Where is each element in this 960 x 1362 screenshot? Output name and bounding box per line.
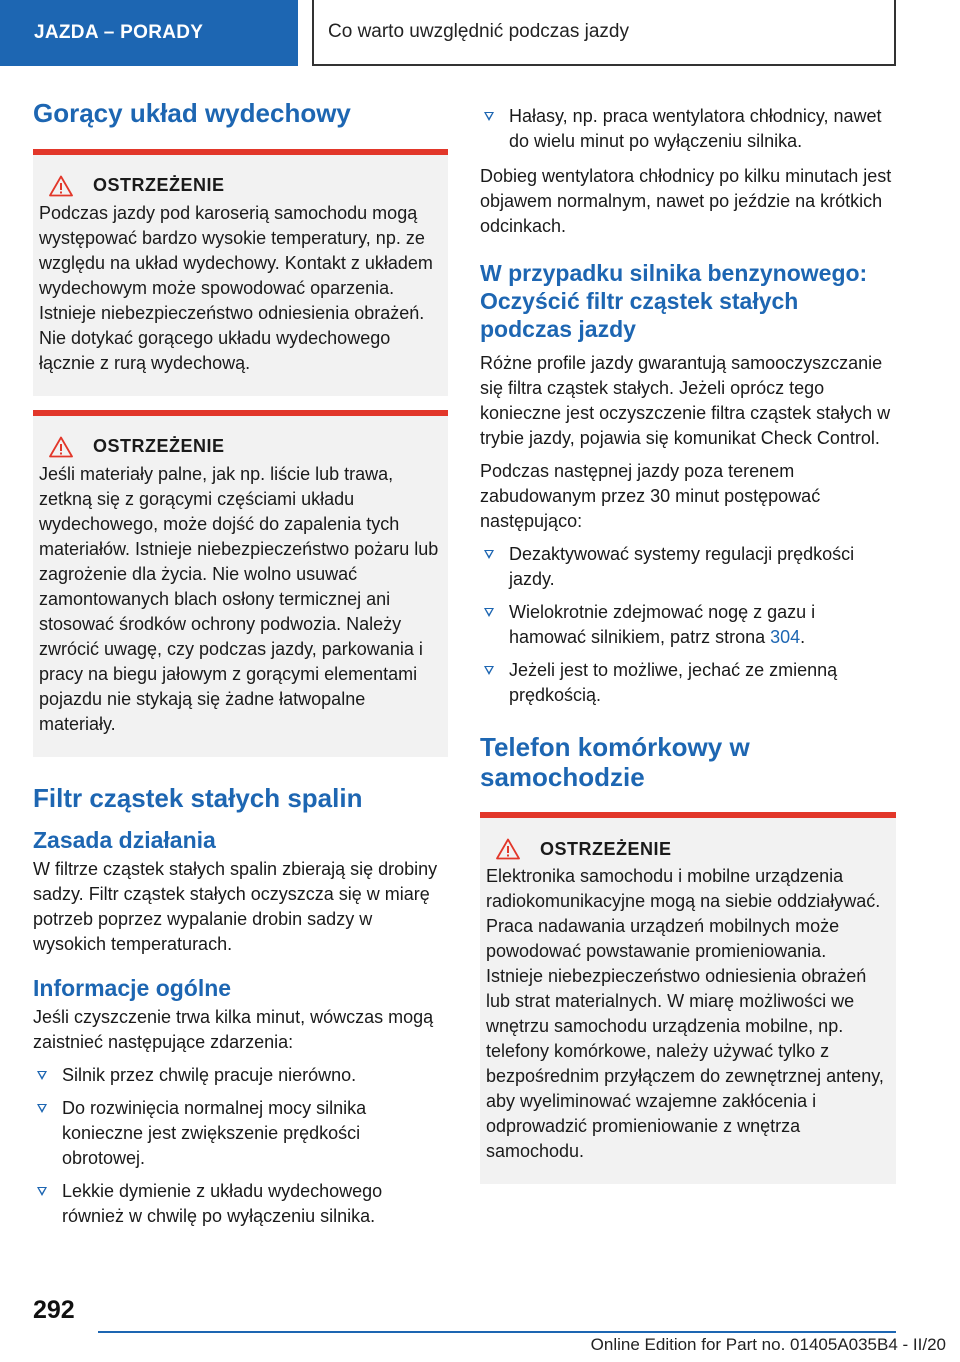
section-tab: JAZDA – PORADY — [0, 0, 298, 66]
warning-text: Jeśli materiały palne, jak np. liście lub trawa, zetkną się z gorącymi częściami układu wydechowego, może dojść do zapalenia tych materiałów. Istnieje niebezpieczeństwo pożaru lub zagrożenie dla życia. Nie wolno usuwać zamontowanych blach osłony termicznej ani stosować środków ochrony podwozia. Należy zwrócić uwagę, czy podczas jazdy, parkowania i pracy na biegu jałowym z gorącymi elementami pojazdu nie stykają się żadne łatwopalne materiały. — [39, 463, 439, 734]
petrol-heading: W przypadku silnika benzynowego: Oczyścić filtr cząstek stałych podczas jazdy — [480, 260, 868, 342]
right-column — [480, 104, 896, 1184]
list-item — [480, 542, 896, 592]
list-item-text-end: . — [800, 627, 806, 647]
page-header — [0, 0, 960, 66]
continued-list — [480, 104, 896, 154]
phone-heading: Telefon komórkowy w samochodzie — [480, 732, 750, 792]
list-item — [33, 1096, 448, 1171]
list-item — [480, 658, 896, 708]
list-item — [480, 104, 896, 154]
warning-box-phone — [480, 812, 896, 1184]
triangle-bullet-icon — [484, 550, 494, 559]
list-item-text: Dezaktywować systemy regulacji prędkości jazdy. — [509, 544, 855, 589]
triangle-bullet-icon — [484, 666, 494, 675]
list-item — [33, 1063, 448, 1088]
warning-label: OSTRZEŻENIE — [93, 175, 225, 196]
petrol-steps-list — [480, 542, 896, 708]
fan-text: Dobieg wentylatora chłodnicy po kilku minutach jest objawem normalnym, nawet po jeździe na krótkich odcinkach. — [480, 166, 892, 236]
warning-triangle-icon — [49, 175, 73, 197]
list-item-text: Lekkie dymienie z układu wydechowego również w chwilę po wyłączeniu silnika. — [62, 1180, 383, 1226]
edition-text: Online Edition for Part no. 01405A035B4 - II/20 — [590, 1335, 946, 1354]
triangle-bullet-icon — [37, 1071, 47, 1080]
principle-text: W filtrze cząstek stałych spalin zbierają się drobiny sadzy. Filtr cząstek stałych oczyszcza się w miarę potrzeb poprzez wypalanie drobin sadzy w wysokich temperaturach. — [33, 858, 438, 954]
list-item-text: Do rozwinięcia normalnej mocy silnika konieczne jest zwiększenie prędkości obrotowej. — [62, 1097, 367, 1168]
principle-subheading: Zasada działania — [33, 827, 216, 854]
page-reference-link[interactable]: 304 — [770, 627, 801, 647]
triangle-bullet-icon — [37, 1187, 47, 1196]
list-item-text: Jeżeli jest to możliwe, jechać ze zmienną prędkością. — [509, 660, 838, 705]
warning-box-flammable — [33, 410, 448, 757]
list-item — [33, 1179, 448, 1229]
warning-text: Elektronika samochodu i mobilne urządzenia radiokomunikacyjne mogą na siebie oddziaływać. Praca nadawania urządzeń mobilnych może powodować powstawanie promieniowania. Istnieje niebezpieczeństwo odniesienia obrażeń lub strat materialnych. W miarę możliwości we wnętrzu samochodu urządzenia mobilne, np. telefony komórkowe, należy używać tylko z bezpośrednim przyłączem do zewnętrznej anteny, aby wyeliminować wzajemne zakłócenia i odprowadzić promieniowanie z wnętrza samochodu. — [486, 866, 884, 1161]
warning-header — [49, 436, 440, 458]
warning-label: OSTRZEŻENIE — [93, 436, 225, 457]
general-info-text: Jeśli czyszczenie trwa kilka minut, wówczas mogą zaistnieć następujące zdarzenia: — [33, 1006, 434, 1052]
warning-triangle-icon — [49, 436, 73, 458]
warning-header — [49, 175, 440, 197]
triangle-bullet-icon — [484, 608, 494, 617]
left-column — [33, 98, 448, 1229]
triangle-bullet-icon — [484, 112, 494, 121]
warning-triangle-icon — [496, 838, 520, 860]
general-info-subheading: Informacje ogólne — [33, 974, 232, 1001]
events-list — [33, 1063, 448, 1229]
petrol-text-2: Podczas następnej jazdy poza terenem zabudowanym przez 30 minut postępować następująco: — [480, 461, 821, 531]
list-item-text: Hałasy, np. praca wentylatora chłodnicy, nawet do wielu minut po wyłączeniu silnika. — [509, 106, 882, 151]
particle-filter-heading: Filtr cząstek stałych spalin — [33, 782, 363, 813]
list-item-text: Wielokrotnie zdejmować nogę z gazu i hamować silnikiem, patrz strona — [509, 602, 816, 647]
hot-exhaust-heading: Gorący układ wydechowy — [33, 98, 351, 128]
warning-label: OSTRZEŻENIE — [540, 838, 672, 859]
footer-divider — [98, 1331, 896, 1333]
petrol-text-1: Różne profile jazdy gwarantują samooczyszczanie się filtra cząstek stałych. Jeżeli oprócz tego konieczne jest oczyszczenie filtra cząstek stałych w trybie jazdy, pojawia się komunikat Check Control. — [480, 353, 891, 448]
triangle-bullet-icon — [37, 1104, 47, 1113]
chapter-title: Co warto uwzględnić podczas jazdy — [312, 0, 896, 66]
list-item — [480, 600, 896, 650]
warning-text: Podczas jazdy pod karoserią samochodu mogą występować bardzo wysokie temperatury, np. ze względu na układ wydechowy. Kontakt z układem wydechowym może spowodować oparzenia. Istnieje niebezpieczeństwo odniesienia obrażeń. Nie dotykać gorącego układu wydechowego łącznie z rurą wydechową. — [39, 202, 433, 373]
page-number: 292 — [33, 1296, 75, 1324]
warning-box-hot-exhaust — [33, 149, 448, 396]
list-item-text: Silnik przez chwilę pracuje nierówno. — [62, 1064, 357, 1085]
warning-header — [496, 838, 888, 860]
